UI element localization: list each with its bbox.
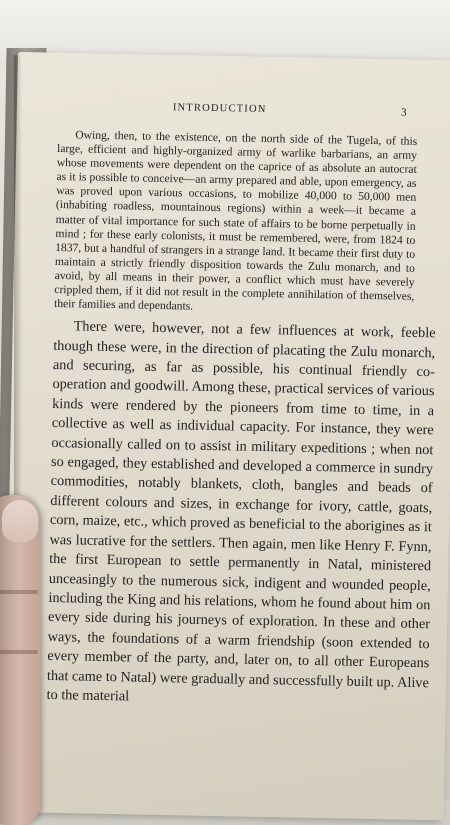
paragraph-2: There were, however, not a few influences at work, feeble though these were, in the direction of placating the Zulu monarch, and securing, as far as possible, his continual friendly co-operation and goodwill. Among these, practical services of various kinds were rendered by the pioneers from time to time, in a collective as well as individual capacity. For instance, they were occasionally called on to assist in military expeditions ; when not so engaged, they established and developed a commerce in sundry commodities, notably blankets, cloth, bangles and beads of different colours and sizes, in exchange for ivory, cattle, goats, corn, maize, etc., which proved as beneficial to the aborigines as it was lucrative for the settlers. Then again, men like Henry F. Fynn, the first European to settle permanently in Natal, ministered unceasingly to the numerous sick, indigent and wounded people, including the King and his relations, whom he found about him on every side during his journeys of exploration. In these and other ways, the foundations of a warm friendship (soon extended to every member of the party, and, later on, to all other Europeans that came to Natal) were gradually and successfully built up. Alive to the material <box>46 318 436 705</box>
thumb-crease <box>0 650 38 654</box>
background-wall <box>0 0 450 60</box>
page-number: 3 <box>401 106 408 119</box>
thumb-crease <box>0 590 38 594</box>
thumb-nail <box>2 500 38 542</box>
holding-thumb <box>0 495 40 825</box>
paragraph-1: Owing, then, to the existence, on the north side of the Tugela, of this large, efficient and highly-organized army of warlike barbarians, an army whose movements were dependent on the caprice of as absolute an autocrat as it is possible to conceive—an army prepared and able, upon emergency, as was proved upon various occasions, to mobilize 40,000 to 50,000 men (inhabiting roadless, mountainous regions) within a week—it became a matter of vital importance for such state of affairs to be borne perpetually in mind ; for these early colonists, it must be remembered, were, from 1824 to 1837, but a handful of strangers in a strange land. It became their first duty to maintain a strictly friendly disposition towards the Zulu monarch, and to avoid, by all means in their power, a conflict which must have severely crippled them, if it did not result in the complete annihilation of themselves, their families and dependants. <box>53 128 418 313</box>
page-text-block <box>46 100 440 713</box>
running-head-title: INTRODUCTION <box>172 102 267 116</box>
